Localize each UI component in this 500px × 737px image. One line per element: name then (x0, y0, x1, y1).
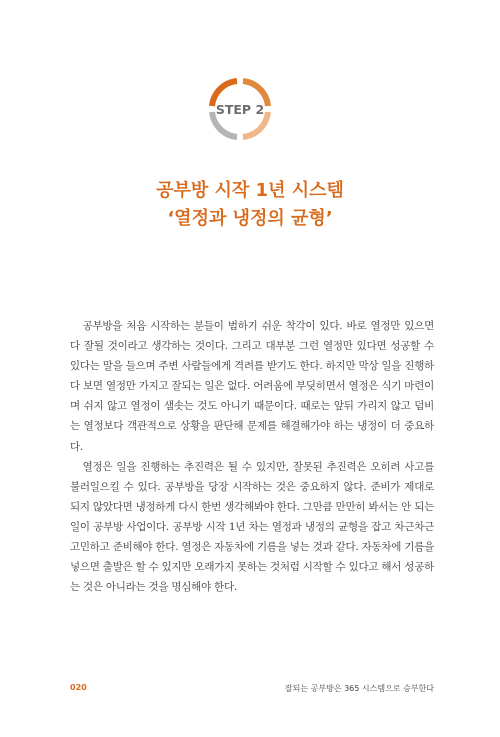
step-badge (205, 74, 275, 144)
step-label: STEP 2 (215, 101, 265, 117)
running-title: 잘되는 공부방은 365 시스템으로 승부한다 (284, 684, 434, 693)
chapter-title-line2: ‘열정과 냉정의 균형’ (167, 208, 333, 229)
body-text (70, 316, 434, 597)
page-number: 020 (70, 683, 87, 692)
paragraph: 열정은 일을 진행하는 추진력은 될 수 있지만, 잘못된 추진력은 오히려 사고를 불러일으킬 수 있다. 공부방을 당장 시작하는 것은 중요하지 않다. 준비가 제대로 되지 않았다면 냉정하게 다시 한번 생각해봐야 한다. 그만큼 만만히 봐서는 안 되는 일이 공부방 사업이다. 공부방 시작 1년 차는 열정과 냉정의 균형을 잡고 차근차근 고민하고 준비해야 한다. 열정은 자동차에 기름을 넣는 것과 같다. 자동차에 기름을 넣으면 출발은 할 수 있지만 오래가지 못하는 것처럼 시작할 수 있다고 해서 성공하는 것은 아니라는 것을 명심해야 한다. (70, 460, 434, 594)
paragraph: 공부방을 처음 시작하는 분들이 범하기 쉬운 착각이 있다. 바로 열정만 있으면 다 잘될 것이라고 생각하는 것이다. 그리고 대부분 그런 열정만 있다면 성공할 수 있다는 말을 들으며 주변 사람들에게 격려를 받기도 한다. 하지만 막상 일을 진행하다 보면 열정만 가지고 잘되는 일은 없다. 어려움에 부딪히면서 열정은 식기 마련이며 쉬지 않고 열정이 샘솟는 것도 아니기 때문이다. 때로는 앞뒤 가리지 않고 덤비는 열정보다 객관적으로 상황을 판단해 문제를 해결해가야 하는 냉정이 더 중요하다. (70, 320, 434, 453)
chapter-title-line1: 공부방 시작 1년 시스템 (156, 180, 344, 201)
